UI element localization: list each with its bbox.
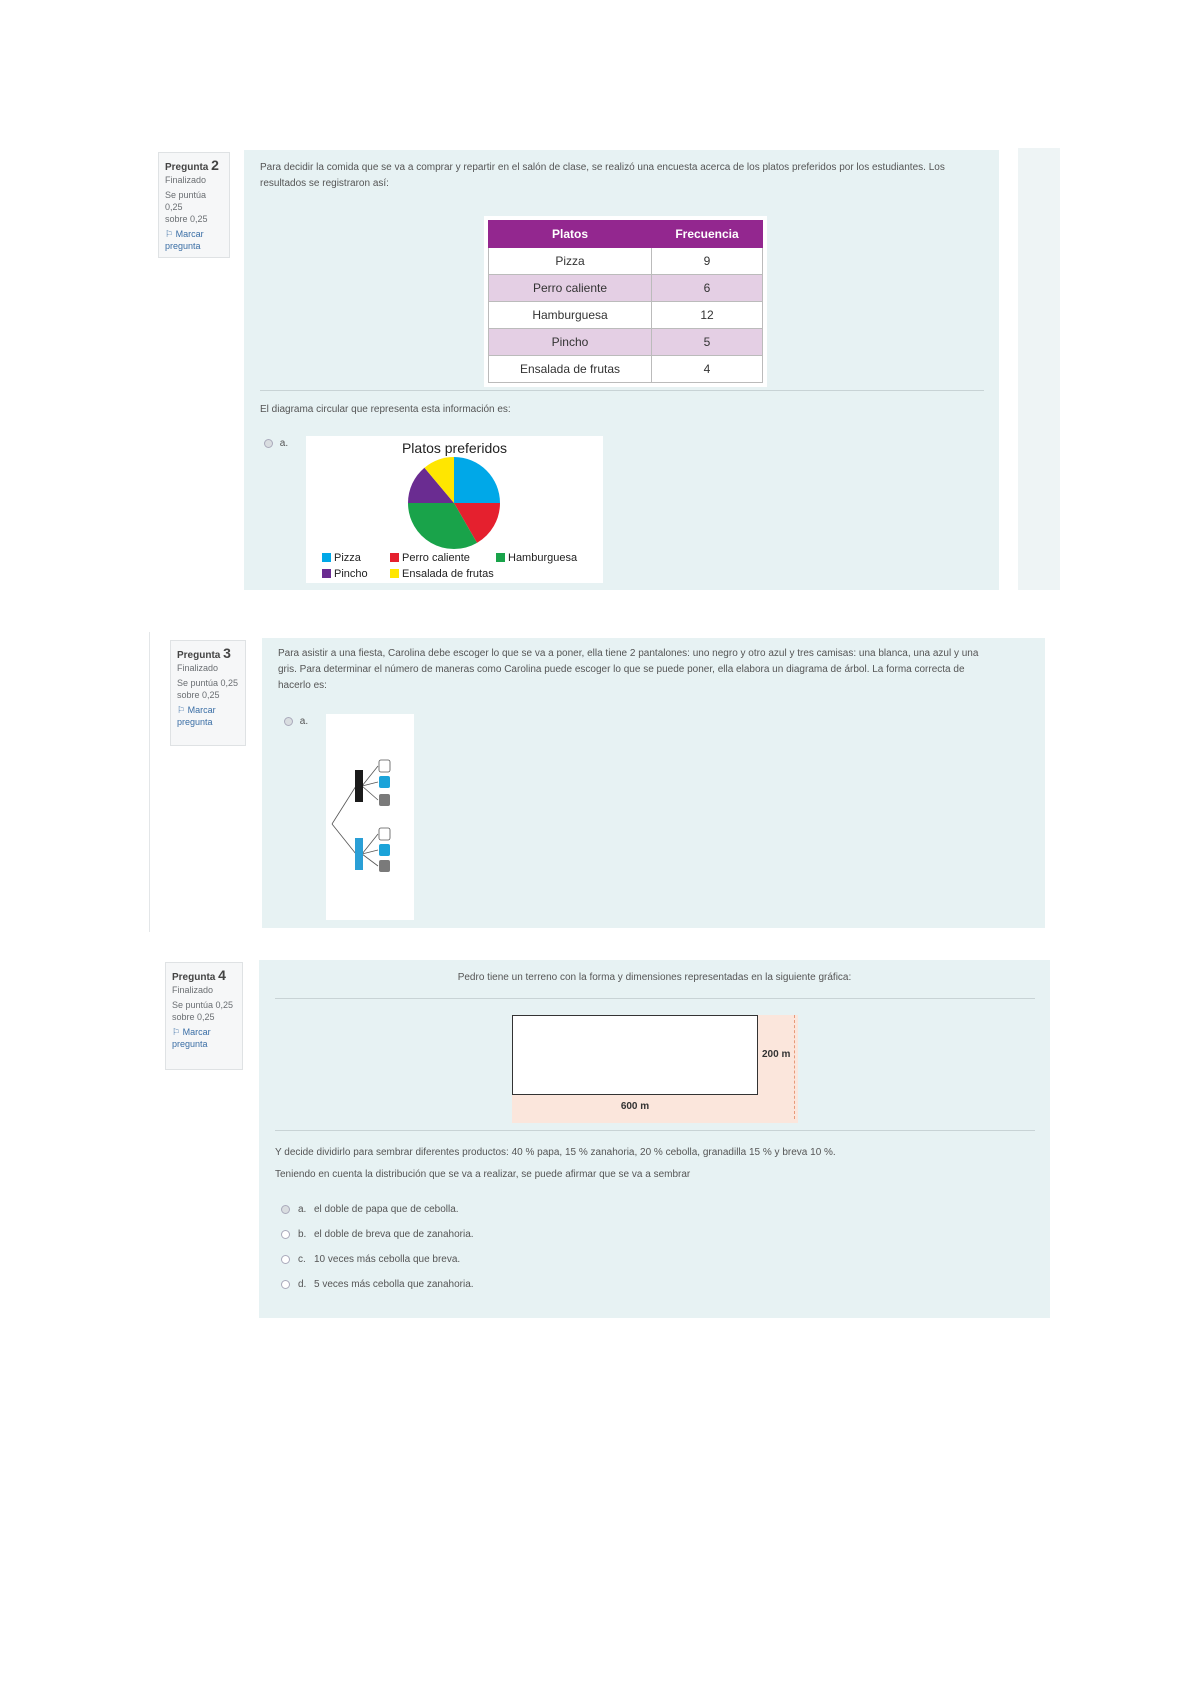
question-3-number: Pregunta 3 xyxy=(177,645,231,661)
width-label: 600 m xyxy=(620,1101,650,1112)
gray-shirt-icon xyxy=(379,794,390,806)
option-b[interactable]: b. el doble de breva que de zanahoria. xyxy=(281,1229,474,1240)
land-rectangle xyxy=(512,1015,758,1095)
option-c[interactable]: c. 10 veces más cebolla que breva. xyxy=(281,1254,460,1265)
flag-question-4[interactable]: ⚐ Marcar pregunta xyxy=(172,1027,211,1049)
tree-diagram xyxy=(326,714,414,920)
white-shirt-icon xyxy=(379,828,390,840)
question-2-text: Para decidir la comida que se va a comprar y repartir en el salón de clase, se realizó una encuesta acerca de los platos preferidos por los estudiantes. Los resultados se registraron así: xyxy=(260,162,945,189)
option-d[interactable]: d. 5 veces más cebolla que zanahoria. xyxy=(281,1279,474,1290)
blue-shirt-icon xyxy=(379,844,390,856)
flag-question-2[interactable]: ⚐ Marcar pregunta xyxy=(165,229,204,251)
question-3-status: Finalizado xyxy=(177,663,219,673)
gray-shirt-icon xyxy=(379,860,390,872)
option-a-radio[interactable] xyxy=(264,439,273,448)
frequency-table-wrap xyxy=(484,216,767,387)
table-row: Hamburguesa 12 xyxy=(489,302,763,329)
question-2-scroll-strip xyxy=(1018,148,1060,590)
land-diagram xyxy=(512,1015,798,1123)
table-row: Pincho 5 xyxy=(489,329,763,356)
table-row: Perro caliente 6 xyxy=(489,275,763,302)
table-row: Pizza 9 xyxy=(489,248,763,275)
option-c-radio[interactable] xyxy=(281,1255,290,1264)
flag-icon: ⚐ xyxy=(177,705,186,715)
question-4-content xyxy=(259,960,1050,1318)
pie-chart-image xyxy=(306,436,603,583)
question-3-info xyxy=(170,640,246,746)
option-a-radio[interactable] xyxy=(284,717,293,726)
question-3-text: Para asistir a una fiesta, Carolina debe escoger lo que se va a poner, ella tiene 2 pantalones: uno negro y otro azul y tres camisas: una blanca, una azul y una gris. Para determinar el número de maneras como Carolina puede escoger lo que se puede poner, ella elabora un diagrama de árbol. La forma correcta de hacerlo es: xyxy=(278,648,979,691)
frequency-table xyxy=(488,220,763,383)
option-a[interactable]: a. xyxy=(284,716,308,727)
tree-branch xyxy=(362,854,378,866)
question-2-status: Finalizado xyxy=(165,175,207,185)
blue-shirt-icon xyxy=(379,776,390,788)
question-2-score: Se puntúa 0,25 sobre 0,25 xyxy=(165,190,208,224)
question-3-score: Se puntúa 0,25 sobre 0,25 xyxy=(177,678,239,700)
table-header: Platos xyxy=(489,221,652,248)
flag-icon: ⚐ xyxy=(165,229,174,239)
legend-item: Pincho xyxy=(322,566,390,582)
option-a[interactable]: a. xyxy=(264,438,288,449)
option-b-radio[interactable] xyxy=(281,1230,290,1239)
table-header: Frecuencia xyxy=(652,221,763,248)
question-2-info xyxy=(158,152,230,258)
option-d-radio[interactable] xyxy=(281,1280,290,1289)
question-4-score: Se puntúa 0,25 sobre 0,25 xyxy=(172,1000,234,1022)
divider xyxy=(275,998,1035,999)
tree-branch xyxy=(332,824,356,854)
legend-item: Pizza xyxy=(322,550,390,566)
pie-slice-pizza xyxy=(454,457,500,503)
question-2-number: Pregunta 2 xyxy=(165,157,219,173)
option-a[interactable]: a. el doble de papa que de cebolla. xyxy=(281,1204,459,1215)
question-4-text: Y decide dividirlo para sembrar diferentes productos: 40 % papa, 15 % zanahoria, 20 % cebolla, granadilla 15 % y breva 10 %. Teniendo en cuenta la distribución que se va a realizar, se puede afirmar que se va a sembrar xyxy=(275,1147,836,1180)
flag-question-3[interactable]: ⚐ Marcar pregunta xyxy=(177,705,216,727)
black-pants-icon xyxy=(355,770,363,802)
dashed-guide xyxy=(794,1015,795,1119)
legend-item: Ensalada de frutas xyxy=(390,568,494,580)
question-3-content xyxy=(262,638,1045,928)
flag-icon: ⚐ xyxy=(172,1027,181,1037)
blue-pants-icon xyxy=(355,838,363,870)
legend-item: Perro caliente xyxy=(390,550,496,566)
question-2-prompt: El diagrama circular que representa esta información es: xyxy=(260,404,511,415)
chart-legend xyxy=(322,550,577,582)
question-4-info xyxy=(165,962,243,1070)
legend-item: Hamburguesa xyxy=(496,552,577,564)
tree-diagram-image xyxy=(326,714,414,920)
divider xyxy=(275,1130,1035,1131)
question-4-number: Pregunta 4 xyxy=(172,967,226,983)
tree-branch xyxy=(332,786,356,824)
question-3-left-border xyxy=(149,632,150,932)
divider xyxy=(260,390,984,391)
question-4-intro: Pedro tiene un terreno con la forma y dimensiones representadas en la siguiente gráfica: xyxy=(457,972,852,983)
chart-title: Platos preferidos xyxy=(401,440,508,456)
question-4-status: Finalizado xyxy=(172,985,214,995)
tree-branch xyxy=(362,786,378,800)
question-2-content xyxy=(244,150,999,590)
table-row: Ensalada de frutas 4 xyxy=(489,356,763,383)
height-label: 200 m xyxy=(762,1049,791,1060)
option-a-radio[interactable] xyxy=(281,1205,290,1214)
white-shirt-icon xyxy=(379,760,390,772)
